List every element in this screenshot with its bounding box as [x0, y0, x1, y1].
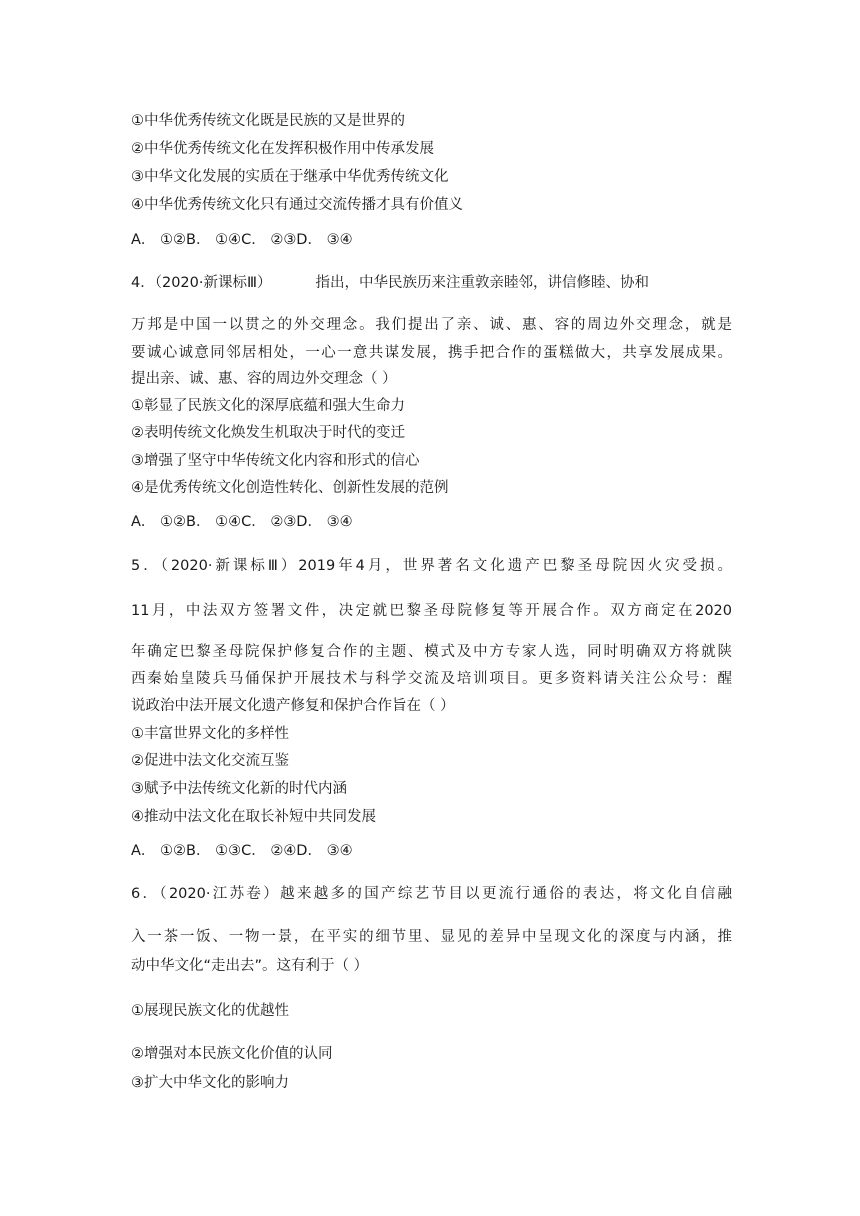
- q3-answer-choices: A． ①②B． ①④C． ②③D． ③④: [131, 232, 353, 248]
- q3-option-2: ②中华优秀传统文化在发挥积极作用中传承发展: [131, 141, 434, 157]
- q5-option-1: ①丰富世界文化的多样性: [131, 726, 289, 742]
- q4-option-3: ③增强了坚守中华传统文化内容和形式的信心: [131, 453, 420, 469]
- q4-number: 4．（2020·新课标Ⅲ）: [131, 275, 272, 291]
- q5-option-2: ②促进中法文化交流互鉴: [131, 753, 289, 769]
- q6-line-2: 入一茶一饭、一物一景，在平实的细节里、显见的差异中呈现文化的深度与内涵，推: [131, 929, 732, 945]
- q5-answer-choices: A． ①②B． ①③C． ②④D． ③④: [131, 843, 353, 859]
- q3-option-1: ①中华优秀传统文化既是民族的又是世界的: [131, 113, 405, 129]
- q5-line-4: 西秦始皇陵兵马俑保护开展技术与科学交流及培训项目。更多资料请关注公众号：醒: [131, 671, 732, 687]
- q5-line-1: 5．（2020·新课标Ⅲ）2019年4月，世界著名文化遗产巴黎圣母院因火灾受损。: [131, 558, 732, 574]
- q5-question-prompt: 说政治中法开展文化遗产修复和保护合作旨在（ ）: [131, 698, 455, 714]
- q4-question-prompt: 提出亲、诚、惠、容的周边外交理念（ ）: [131, 371, 397, 387]
- q5-line-3: 年确定巴黎圣母院保护修复合作的主题、模式及中方专家人选，同时明确双方将就陕: [131, 644, 732, 660]
- q4-line-2: 万邦是中国一以贯之的外交理念。我们提出了亲、诚、惠、容的周边外交理念，就是: [131, 317, 732, 333]
- q6-question-prompt: 动中华文化“走出去”。这有利于（ ）: [131, 958, 369, 974]
- q4-line-3: 要诚心诚意同邻居相处，一心一意共谋发展，携手把合作的蛋糕做大，共享发展成果。: [131, 345, 732, 361]
- q4-line1-text: 指出，中华民族历来注重敦亲睦邻，讲信修睦、协和: [315, 275, 649, 291]
- q4-option-1: ①彰显了民族文化的深厚底蕴和强大生命力: [131, 398, 405, 414]
- q6-option-1: ①展现民族文化的优越性: [131, 1003, 289, 1019]
- q4-first-line: [131, 273, 732, 293]
- q5-option-3: ③赋予中法传统文化新的时代内涵: [131, 781, 347, 797]
- q4-option-2: ②表明传统文化焕发生机取决于时代的变迁: [131, 425, 405, 441]
- q3-option-4: ④中华优秀传统文化只有通过交流传播才具有价值义: [131, 197, 463, 213]
- q4-option-4: ④是优秀传统文化创造性转化、创新性发展的范例: [131, 480, 449, 496]
- q5-option-4: ④推动中法文化在取长补短中共同发展: [131, 809, 376, 825]
- q4-answer-choices: A． ①②B． ①④C． ②③D． ③④: [131, 514, 353, 530]
- q6-line-1: 6．（2020·江苏卷）越来越多的国产综艺节目以更流行通俗的表达，将文化自信融: [131, 886, 732, 902]
- q6-option-2: ②增强对本民族文化价值的认同: [131, 1046, 333, 1062]
- q5-line-2: 11月，中法双方签署文件，决定就巴黎圣母院修复等开展合作。双方商定在2020: [131, 603, 732, 619]
- q3-option-3: ③中华文化发展的实质在于继承中华优秀传统文化: [131, 169, 449, 185]
- q6-option-3: ③扩大中华文化的影响力: [131, 1075, 289, 1091]
